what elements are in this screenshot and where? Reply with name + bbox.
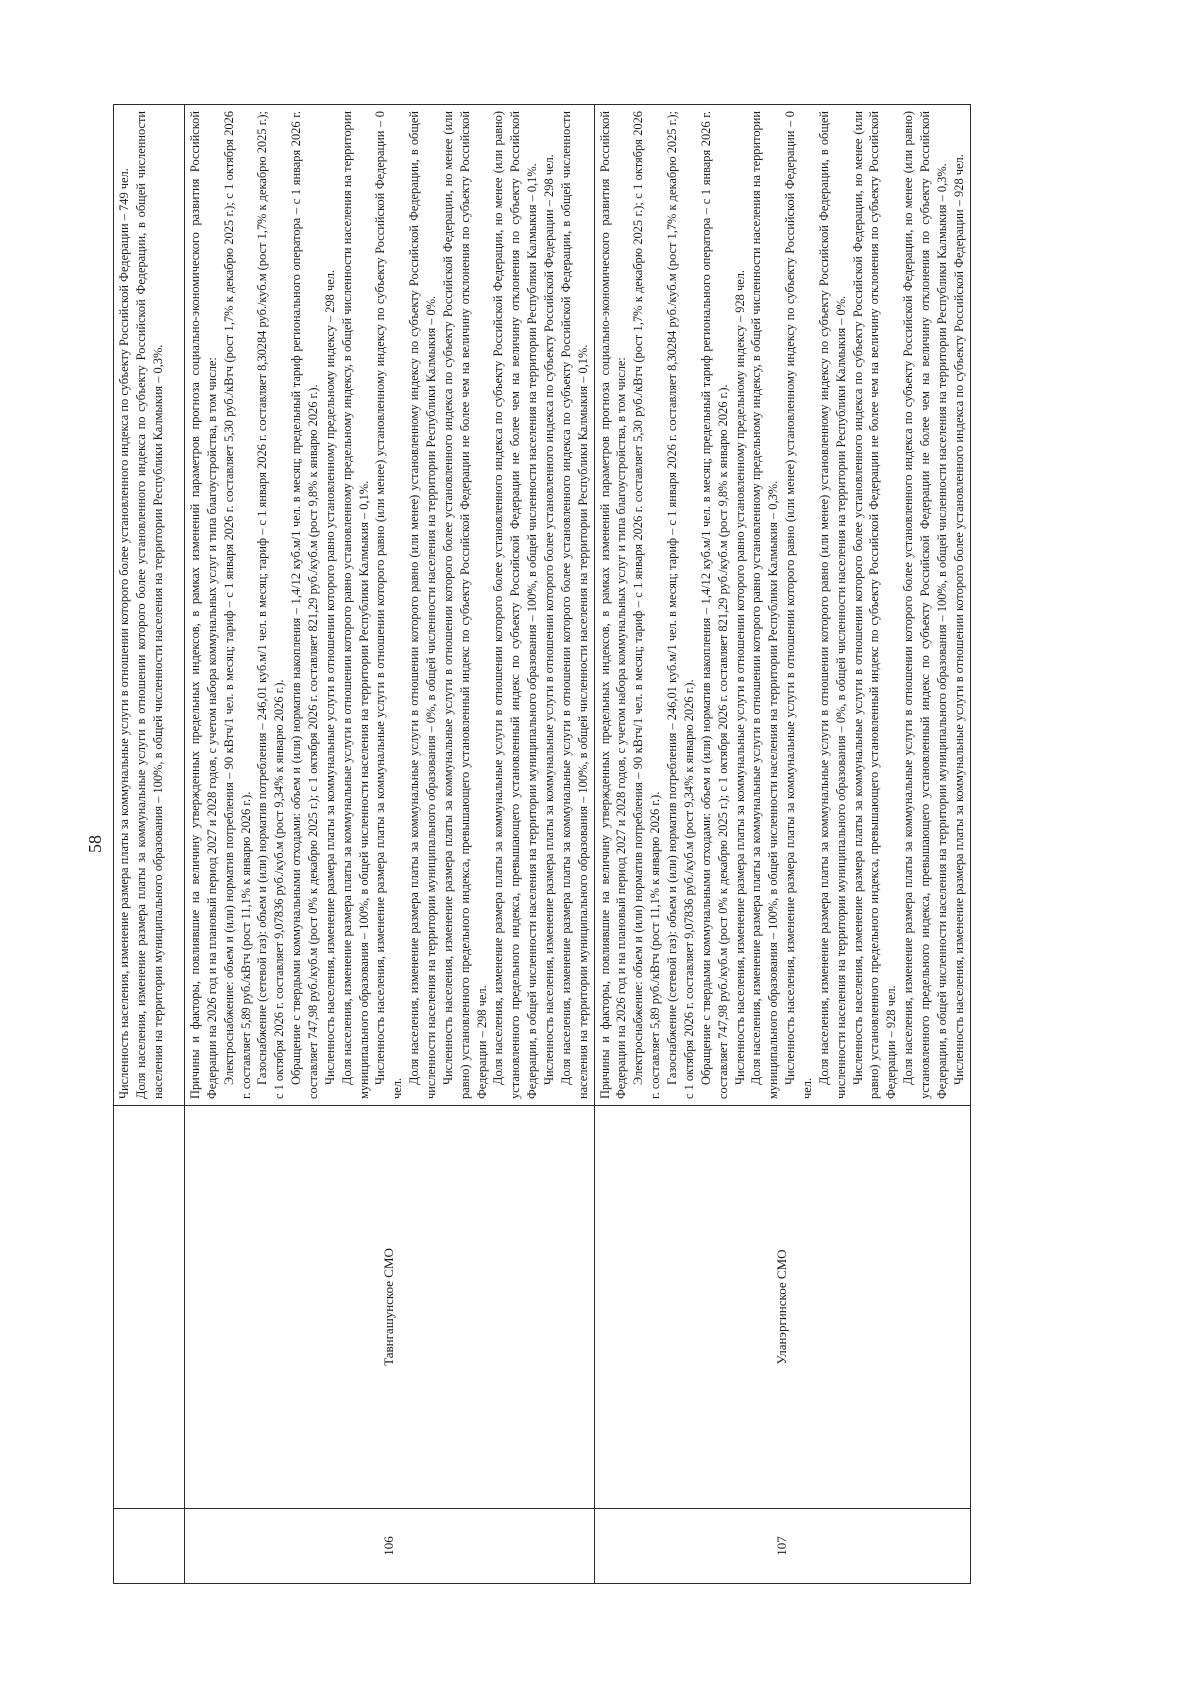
paragraph: Численность населения, изменение размера платы за коммунальные услуги в отношении которого более установленного индекса по субъекту Российской Федерации, но менее (или равно) установленного предельного индекса, превышающего установленный индекс по субъекту Российской Федерации не более чем на величину отклонения по субъекту Российской Федерации – 928 чел. [850,111,899,1099]
paragraph: Электроснабжение: объем и (или) норматив потребления – 90 кВтч/1 чел. в месяц; тариф – с 1 января 2026 г. составляет 5,30 руб./кВтч (рост 1,7% к декабрю 2025 г.); с 1 октября 2026 г. составляет 5,89 руб./кВтч (рост 11,1% к январю 2026 г.). [631,111,663,1099]
paragraph: Доля населения, изменение размера платы за коммунальные услуги в отношении которого равно (или менее) установленному индексу по субъекту Российской Федерации, в общей численности населения на территории муниципального образования – 0%, в общей численности населения на территории Республики Калмыкия – 0%. [407,111,439,1099]
paragraph: Численность населения, изменение размера платы за коммунальные услуги в отношении которого равно (или менее) установленному индексу по субъекту Российской Федерации – 0 чел. [783,111,814,1099]
municipality-name-cell: Тавнгашунское СМО [185,1106,595,1509]
paragraph: Численность населения, изменение размера платы за коммунальные услуги в отношении которого равно (или менее) установленному индексу по субъекту Российской Федерации – 0 чел. [373,111,405,1099]
row-number-cell [114,1509,185,1584]
paragraph: Газоснабжение (сетевой газ): объем и (или) норматив потребления – 246,01 куб.м/1 чел. в месяц; тариф – с 1 января 2026 г. составляет 8,30284 руб./куб.м (рост 1,7% к декабрю 2025 г.); с 1 октября 2026 г. составляет 9,07836 руб./куб.м (рост 9,34% к январю 2026 г.). [665,111,696,1099]
municipality-name-cell: Уланэргинское СМО [594,1106,970,1509]
paragraph: Численность населения, изменение размера платы за коммунальные услуги в отношении которого более установленного индекса по субъекту Российской Федерации – 749 чел. [117,168,131,1099]
paragraph: Доля населения, изменение размера платы за коммунальные услуги в отношении которого более установленного индекса по субъекту Российской Федерации, в общей численности населения на территории муниципального образования – 100%, в общей численности населения на территории Республики Калмыкия – 0,3%. [133,111,165,1099]
paragraph: Доля населения, изменение размера платы за коммунальные услуги в отношении которого более установленного индекса по субъекту Российской Федерации, в общей численности населения на территории муниципального образования – 100%, в общей численности населения на территории Республики Калмыкия – 0,1%. [558,111,590,1099]
table-row-continuation [114,105,185,1584]
description-cell [594,105,970,1106]
paragraph: Численность населения, изменение размера платы за коммунальные услуги в отношении которого равно установленному предельному индексу – 298 чел. [322,270,337,1085]
paragraph: Обращение с твердыми коммунальными отходами: объем и (или) норматив накопления – 1,4/12 куб.м/1 чел. в месяц; предельный тариф регионального оператора – с 1 января 2026 г. составляет 747,98 руб./куб.м (рост 0% к декабрю 2025 г.); с 1 октября 2026 г. составляет 821,29 руб./куб.м (рост 9,8% к январю 2026 г.). [698,111,730,1099]
table-row-107 [594,105,970,1584]
paragraph: Электроснабжение: объем и (или) норматив потребления – 90 кВтч/1 чел. в месяц; тариф – с 1 января 2026 г. составляет 5,30 руб./кВтч (рост 1,7% к декабрю 2025 г.); с 1 октября 2026 г. составляет 5,89 руб./кВтч (рост 11,1% к январю 2026 г.). [221,111,253,1099]
page-number: 58 [85,835,105,853]
paragraph: Численность населения, изменение размера платы за коммунальные услуги в отношении которого более установленного индекса по субъекту Российской Федерации – 298 чел. [542,154,557,1085]
description-cell [114,105,185,1106]
paragraph: Численность населения, изменение размера платы за коммунальные услуги в отношении которого равно установленному предельному индексу – 928 чел. [732,270,747,1085]
paragraph: Причины и факторы, повлиявшие на величину утвержденных предельных индексов, в рамках изменений параметров прогноза социально-экономического развития Российской Федерации на 2026 год и на плановый период 2027 и 2028 годов, с учетом набора коммунальных услуг и типа благоустройства, в том числе: [188,111,219,1099]
paragraph: Доля населения, изменение размера платы за коммунальные услуги в отношении которого равно (или менее) установленному индексу по субъекту Российской Федерации, в общей численности населения на территории муниципального образования – 0%, в общей численности населения на территории Республики Калмыкия – 0%. [816,111,848,1099]
paragraph: Доля населения, изменение размера платы за коммунальные услуги в отношении которого равно установленному предельному индексу, в общей численности населения на территории муниципального образования – 100%, в общей численности населения на территории Республики Калмыкия – 0,1%. [339,111,371,1099]
paragraph: Причины и факторы, повлиявшие на величину утвержденных предельных индексов, в рамках изменений параметров прогноза социально-экономического развития Российской Федерации на 2026 год и на плановый период 2027 и 2028 годов, с учетом набора коммунальных услуг и типа благоустройства, в том числе: [597,111,629,1099]
paragraph: Доля населения, изменение размера платы за коммунальные услуги в отношении которого равно установленному предельному индексу, в общей численности населения на территории муниципального образования – 100%, в общей численности населения на территории Республики Калмыкия – 0,3%. [749,111,781,1099]
description-cell [185,105,595,1106]
row-number-cell: 107 [594,1509,970,1584]
paragraph: Газоснабжение (сетевой газ): объем и (или) норматив потребления – 246,01 куб.м/1 чел. в месяц; тариф – с 1 января 2026 г. составляет 8,30284 руб./куб.м (рост 1,7% к декабрю 2025 г.); с 1 октября 2026 г. составляет 9,07836 руб./куб.м (рост 9,34% к январю 2026 г.). [255,111,287,1099]
paragraph: Обращение с твердыми коммунальными отходами: объем и (или) норматив накопления – 1,4/12 куб.м/1 чел. в месяц; предельный тариф регионального оператора – с 1 января 2026 г. составляет 747,98 руб./куб.м (рост 0% к декабрю 2025 г.); с 1 октября 2026 г. составляет 821,29 руб./куб.м (рост 9,8% к январю 2026 г.). [289,111,321,1099]
document-page [75,84,1125,1604]
table-row-106 [185,105,595,1584]
municipality-name-cell [114,1106,185,1509]
row-number-cell: 106 [185,1509,595,1584]
paragraph: Численность населения, изменение размера платы за коммунальные услуги в отношении которого более установленного индекса по субъекту Российской Федерации, но менее (или равно) установленного предельного индекса, превышающего установленный индекс по субъекту Российской Федерации не более чем на величину отклонения по субъекту Российской Федерации – 298 чел. [440,111,489,1099]
paragraph: Доля населения, изменение размера платы за коммунальные услуги в отношении которого более установленного индекса по субъекту Российской Федерации, но менее (или равно) установленного предельного индекса, превышающего установленный индекс по субъекту Российской Федерации не более чем на величину отклонения по субъекту Российской Федерации, в общей численности населения на территории муниципального образования – 100%, в общей численности населения на территории Республики Калмыкия – 0,1%. [491,111,540,1099]
data-table [113,104,971,1584]
paragraph: Доля населения, изменение размера платы за коммунальные услуги в отношении которого более установленного индекса по субъекту Российской Федерации, но менее (или равно) установленного предельного индекса, превышающего установленный индекс по субъекту Российской Федерации не более чем на величину отклонения по субъекту Российской Федерации, в общей численности населения на территории муниципального образования – 100%, в общей численности населения на территории Республики Калмыкия – 0,3%. [901,111,949,1099]
paragraph: Численность населения, изменение размера платы за коммунальные услуги в отношении которого более установленного индекса по субъекту Российской Федерации – 928 чел. [951,154,966,1085]
